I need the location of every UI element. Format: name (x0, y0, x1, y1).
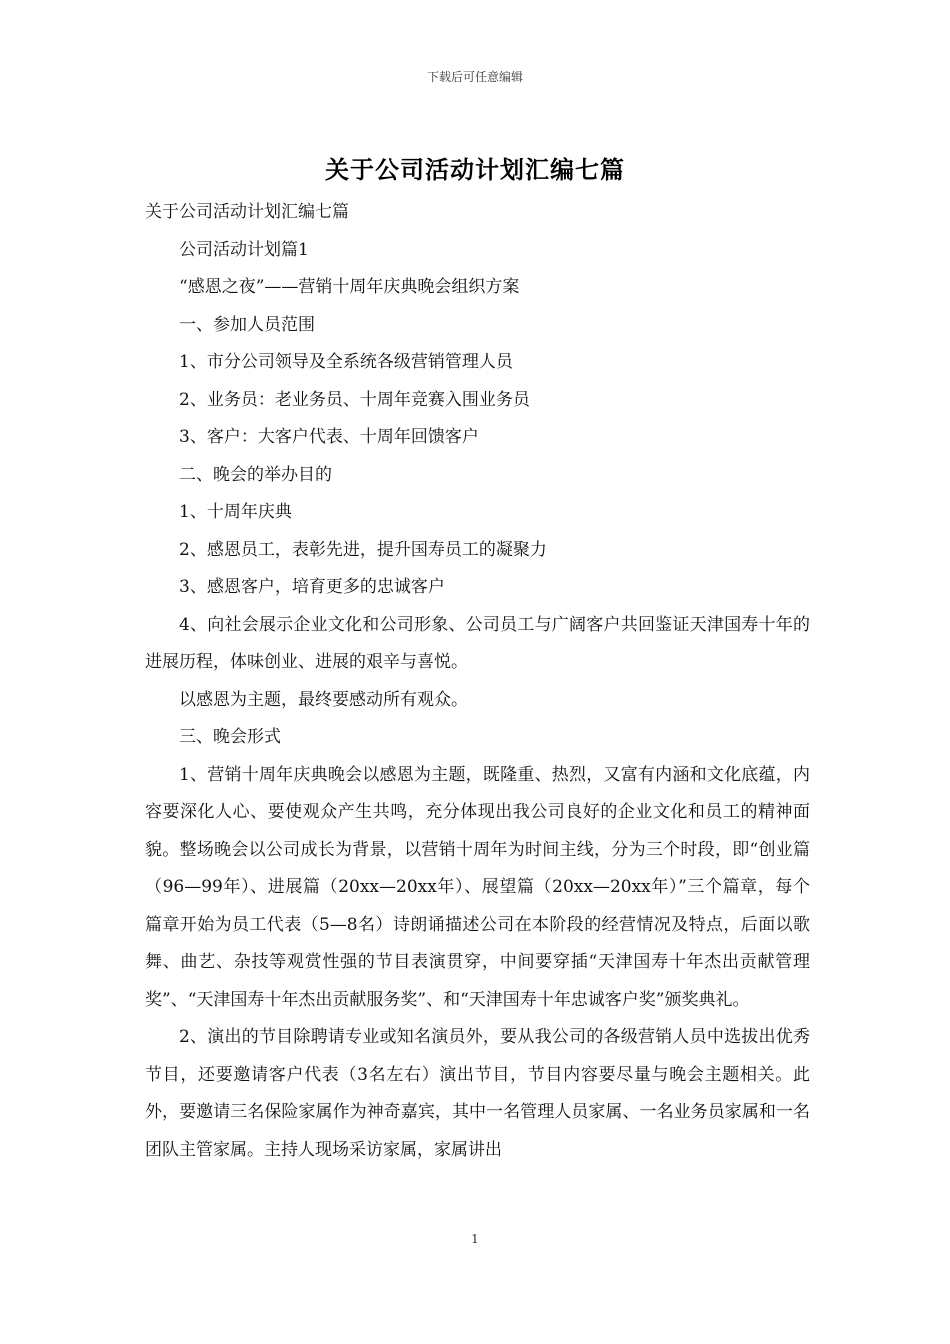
list-item: 4、向社会展示企业文化和公司形象、公司员工与广阔客户共回鉴证天津国寿十年的进展历程，体味创业、进展的艰辛与喜悦。 (145, 614, 810, 672)
list-item: 2、感恩员工，表彰先进，提升国寿员工的凝聚力 (179, 539, 547, 560)
paragraph: 以感恩为主题，最终要感动所有观众。 (179, 689, 468, 710)
section-heading: 二、晚会的举办目的 (179, 464, 332, 485)
document-body (145, 194, 810, 1169)
list-item: 3、感恩客户，培育更多的忠诚客户 (179, 577, 445, 597)
list-item: 1、营销十周年庆典晚会以感恩为主题，既隆重、热烈，又富有内涵和文化底蕴，内容要深化人心、要使观众产生共鸣，充分体现出我公司良好的企业文化和员工的精神面貌。整场晚会以公司成长为背景，以营销十周年为时间主线，分为三个时段，即“创业篇（96—99年）、进展篇（20xx—20xx年）、展望篇（20xx—20xx年）”三个篇章，每个篇章开始为员工代表（5—8名）诗朗诵描述公司在本阶段的经营情况及特点，后面以歌舞、曲艺、杂技等观赏性强的节目表演贯穿，中间要穿插“天津国寿十年杰出贡献管理奖”、“天津国寿十年杰出贡献服务奖”、和“天津国寿十年忠诚客户奖”颁奖典礼。 (145, 764, 810, 1010)
paragraph: 关于公司活动计划汇编七篇 (145, 202, 349, 222)
header-note: 下载后可任意编辑 (426, 70, 523, 84)
section-heading: 一、参加人员范围 (179, 314, 315, 335)
paragraph: “感恩之夜”——营销十周年庆典晚会组织方案 (179, 277, 520, 297)
document-title: 关于公司活动计划汇编七篇 (325, 156, 625, 184)
list-item: 3、客户：大客户代表、十周年回馈客户 (179, 427, 479, 447)
paragraph: 公司活动计划篇1 (179, 239, 309, 260)
list-item: 1、十周年庆典 (179, 502, 292, 522)
list-item: 2、业务员：老业务员、十周年竞赛入围业务员 (179, 389, 530, 410)
list-item: 2、演出的节目除聘请专业或知名演员外，要从我公司的各级营销人员中选拔出优秀节目，还要邀请客户代表（3名左右）演出节目，节目内容要尽量与晚会主题相关。此外，要邀请三名保险家属作为神奇嘉宾，其中一名管理人员家属、一名业务员家属和一名团队主管家属。主持人现场采访家属，家属讲出 (145, 1027, 810, 1160)
list-item: 1、市分公司领导及全系统各级营销管理人员 (179, 352, 513, 372)
page-number: 1 (471, 1232, 479, 1246)
section-heading: 三、晚会形式 (179, 727, 281, 747)
